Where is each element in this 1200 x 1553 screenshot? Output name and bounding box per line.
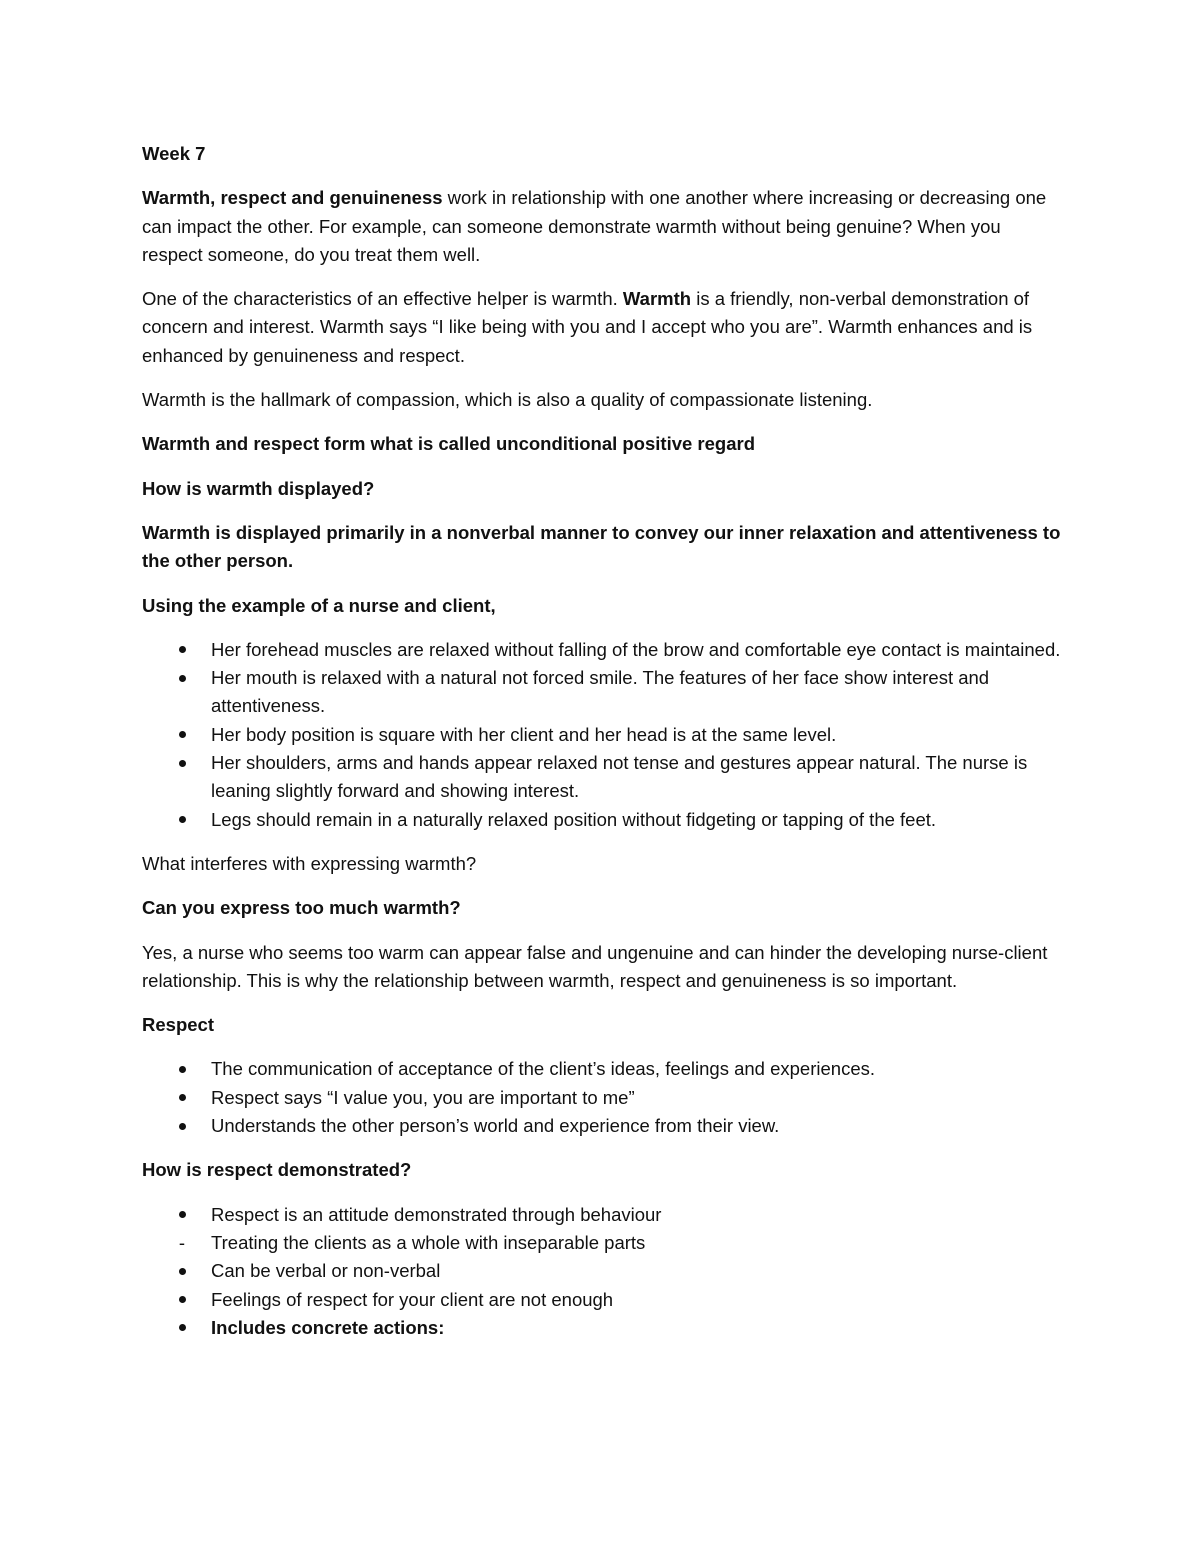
- respect-demo-list: [142, 1201, 1062, 1342]
- list-item: [142, 749, 1062, 806]
- list-item: [142, 806, 1062, 834]
- bullet-icon: [174, 749, 190, 777]
- bullet-icon: [174, 664, 190, 692]
- list-item-text: Respect is an attitude demonstrated through behaviour: [211, 1203, 662, 1225]
- bullet-icon: [174, 1084, 190, 1112]
- intro-text: work in relationship with one another where increasing or decreasing one can impact the other. For example, can someone demonstrate warmth without being genuine? When you respect someone, do you treat them well.: [142, 187, 1047, 265]
- list-item-text: Her shoulders, arms and hands appear relaxed not tense and gestures appear natural. The nurse is leaning slightly forward and showing interest.: [211, 752, 1028, 802]
- list-item-text: Her mouth is relaxed with a natural not forced smile. The features of her face show interest and attentiveness.: [211, 667, 990, 717]
- week-heading: Week 7: [142, 143, 206, 164]
- respect-heading: Respect: [142, 1014, 214, 1036]
- dash-icon: [174, 1229, 190, 1257]
- bullet-icon: [174, 721, 190, 749]
- effective-helper-bold-word: Warmth: [622, 288, 692, 310]
- list-item: [142, 664, 1062, 721]
- display-answer: Warmth is displayed primarily in a nonverbal manner to convey our inner relaxation and attentiveness to the other person.: [142, 521, 1061, 572]
- list-item-text: Her body position is square with her client and her head is at the same level.: [211, 723, 837, 745]
- nurse-example-list: [142, 636, 1062, 834]
- list-item: [142, 1286, 1062, 1314]
- bullet-icon: [174, 806, 190, 834]
- list-item: [142, 1314, 1062, 1342]
- list-item-text: Feelings of respect for your client are not enough: [211, 1288, 614, 1310]
- respect-demo-question: How is respect demonstrated?: [142, 1159, 412, 1181]
- list-item-text: Legs should remain in a naturally relaxed position without fidgeting or tapping of the feet.: [211, 808, 937, 830]
- respect-list: [142, 1055, 1062, 1140]
- document-body: [142, 140, 1062, 1358]
- list-item: [142, 1257, 1062, 1285]
- intro-bold-lead: Warmth, respect and genuineness: [142, 187, 443, 209]
- bullet-icon: [174, 1257, 190, 1285]
- too-much-answer: Yes, a nurse who seems too warm can appear false and ungenuine and can hinder the developing nurse-client relationship. This is why the relationship between warmth, respect and genuineness is so important.: [142, 941, 1048, 991]
- list-item-text: The communication of acceptance of the client’s ideas, feelings and experiences.: [211, 1058, 875, 1080]
- intro-paragraph: [142, 184, 1062, 269]
- bullet-icon: [174, 1286, 190, 1314]
- too-much-question: Can you express too much warmth?: [142, 897, 461, 919]
- effective-helper-part2: is a friendly, non-verbal demonstration of concern and interest. Warmth says “I like being with you and I accept who you are”. Warmth enhances and is enhanced by genuineness and respect.: [142, 288, 1033, 366]
- list-item-text: Includes concrete actions:: [211, 1316, 445, 1338]
- list-item: [142, 1112, 1062, 1140]
- list-item: [142, 1084, 1062, 1112]
- list-item-text: Her forehead muscles are relaxed without falling of the brow and comfortable eye contact is maintained.: [211, 638, 1061, 660]
- list-item: [142, 1229, 1062, 1257]
- list-item-text: Understands the other person’s world and experience from their view.: [211, 1115, 780, 1137]
- effective-helper-paragraph: [142, 285, 1062, 370]
- list-item-text: Treating the clients as a whole with inseparable parts: [211, 1231, 646, 1253]
- interferes-question: What interferes with expressing warmth?: [142, 852, 477, 874]
- bullet-icon: [174, 1314, 190, 1342]
- upr-heading: Warmth and respect form what is called unconditional positive regard: [142, 433, 756, 455]
- list-item: [142, 1055, 1062, 1083]
- list-item: [142, 636, 1062, 664]
- hallmark-paragraph: Warmth is the hallmark of compassion, which is also a quality of compassionate listening.: [142, 389, 873, 411]
- list-item-text: Can be verbal or non-verbal: [211, 1260, 441, 1282]
- bullet-icon: [174, 636, 190, 664]
- bullet-icon: [174, 1112, 190, 1140]
- bullet-icon: [174, 1201, 190, 1229]
- list-item: [142, 1201, 1062, 1229]
- list-item-text: Respect says “I value you, you are important to me”: [211, 1086, 635, 1108]
- bullet-icon: [174, 1055, 190, 1083]
- list-item: [142, 721, 1062, 749]
- display-question: How is warmth displayed?: [142, 477, 375, 499]
- nurse-example-heading: Using the example of a nurse and client,: [142, 594, 496, 616]
- effective-helper-part1: One of the characteristics of an effective helper is warmth.: [142, 288, 623, 310]
